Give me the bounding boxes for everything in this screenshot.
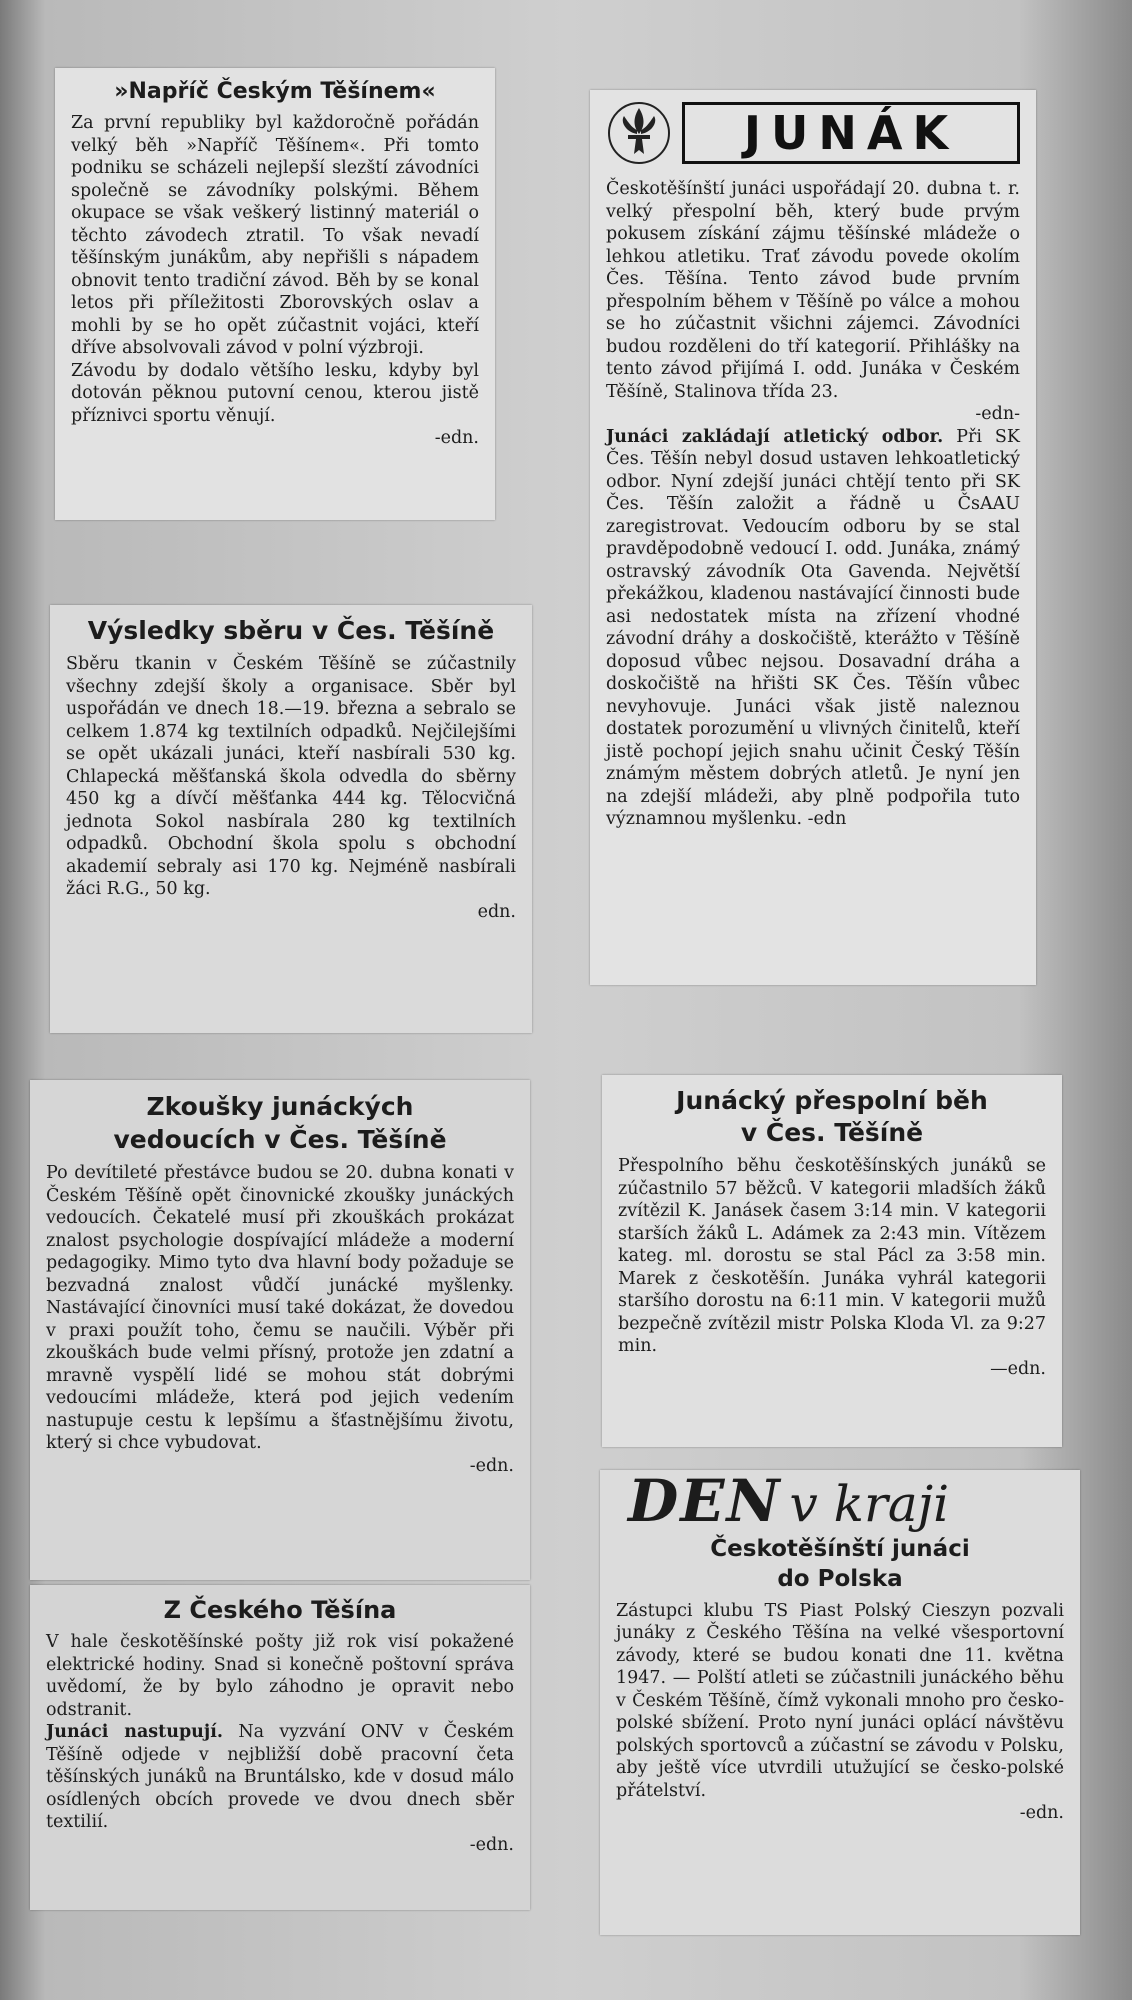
clipping-napric xyxy=(55,68,495,520)
clipping-signature: -edn- xyxy=(975,404,1020,424)
paragraph-lead: Junáci nastupují. xyxy=(46,1722,223,1742)
clipping-title xyxy=(618,1085,1046,1149)
clipping-paragraph: Po devítileté přestávce budou se 20. dubna konati v Českém Těšíně opět činovnické zkoušky junáckých vedoucích. Čekatelé musí při zkouškách prokázat znalost psychologie dospívající mládeže a moderní pedagogiky. Mimo tyto dva hlavní body požaduje se bezvadná znalost vůdčí junácké myšlenky. Nastávající činovníci musí také dokázat, že dovedou v praxi použít toho, čemu se naučili. Výběr při zkouškách bude velmi přísný, protože jen zdatní a mravně vyspělí lidé se mohou stát dobrými vedoucími mládeže, která pod jejich vedením nastupuje cestu k lepšímu a šťastnějšímu životu, který si chce vybudovat. xyxy=(46,1163,514,1453)
clipping-paragraph: Za první republiky byl každoročně pořádán velký běh »Napříč Těšínem«. Při tomto podniku se scházeli nejlepší slezští závodníci společně se závodníky polskými. Během okupace se však veškerý listinný materiál o těchto závodech ztratil. To však nevadí těšínským junákům, aby nepřišli s nápadem obnovit tento tradiční závod. Běh by se konal letos při příležitosti Zborovských oslav a mohli by se ho opět zúčastnit vojáci, kteří dříve absolvovali závod v polní výzbroji. xyxy=(71,113,479,358)
clipping-paragraph: V hale českotěšínské pošty již rok visí pokažené elektrické hodiny. Snad si konečně poštovní správa uvědomí, že by bylo záhodno je opravit nebo odstranit. xyxy=(46,1632,514,1720)
clipping-title: Výsledky sběru v Čes. Těšíně xyxy=(87,616,495,645)
paragraph-body: Při SK Čes. Těšín nebyl dosud ustaven lehkoatletický odbor. Nyní zdejší junáci chtějí tento při SK Čes. Těšín založit a řádně u ČsAAU zaregistrovat. Vedoucím odboru by se stal pravděpodobně vedoucí I. odd. Junáka, známý ostravský závodník Ota Gavenda. Největší překážkou, kladenou nastávající činnosti bude asi nedostatek místa na zřízení vhodné závodní dráhy a doskočiště, kterážto v Těšíně doposud vůbec nejsou. Dosavadní dráha a doskočiště na hřišti SK Čes. Těšín vůbec nevyhovuje. Junáci však jistě naleznou dostatek porozumění u vlivných činitelů, kteří jistě pochopí jejich snahu učinit Český Těšín známým městem dobrých atletů. Je nyní jen na zdejší mládeži, aby plně podpořila tuto významnou myšlenku. xyxy=(606,426,1020,829)
clipping-den-v-kraji xyxy=(600,1470,1080,1935)
clipping-vysledky xyxy=(50,605,532,1033)
title-line: vedoucích v Čes. Těšíně xyxy=(113,1125,447,1154)
title-line: Českotěšínští junáci xyxy=(710,1535,970,1562)
title-line: v Čes. Těšíně xyxy=(740,1118,924,1147)
clipping-paragraph xyxy=(46,1721,514,1834)
clipping-paragraph: Zástupci klubu TS Piast Polský Cieszyn pozvali junáky z Českého Těšína na velké všesportovní závody, které se budou konati dne 11. května 1947. — Polští atleti se zúčastnili junáckého běhu v Českém Těšíně, čímž vykonali mnoho pro česko-polské sbížení. Proto nyní junáci oplácí návštěvu polských sportovců a zúčastní se závodu v Polsku, aby ještě více utvrdili utužující se česko-polské přátelství. xyxy=(616,1600,1064,1801)
title-line: Zkoušky junáckých xyxy=(146,1092,414,1121)
clipping-paragraph xyxy=(606,426,1020,831)
clipping-title: »Napříč Českým Těšínem« xyxy=(114,79,436,104)
clipping-z-ceskeho-tesina xyxy=(30,1585,530,1910)
junak-banner xyxy=(606,100,1020,166)
logo-text: v kraji xyxy=(789,1475,950,1533)
clipping-title xyxy=(616,1534,1064,1594)
clipping-junak xyxy=(590,90,1036,985)
junak-title: JUNÁK xyxy=(682,102,1020,164)
den-v-kraji-logo xyxy=(628,1470,1064,1535)
paragraph-body: Na vyzvání ONV v Českém Těšíně odjede v nejbližší době pracovní četa těšínských junáků na Bruntálsko, kde v dosud málo osídlených obcích provede ve dvou dnech sběr textilií. xyxy=(46,1722,514,1832)
clipping-signature: edn. xyxy=(477,901,516,922)
clipping-paragraph: Přespolního běhu českotěšínských junáků se zúčastnilo 57 běžců. V kategorii mladších žáků zvítězil K. Janásek časem 3:14 min. V kategorii starších žáků L. Adámek za 2:43 min. Vítězem kateg. ml. dorostu se stal Pácl za 3:58 min. Marek z českotěšín. Junáka vyhrál kategorii staršího dorostu na 6:11 min. V kategorii mužů bezpečně zvítězil mistr Polska Kloda Vl. za 9:27 min. xyxy=(618,1156,1046,1356)
clipping-paragraph: Závodu by dodalo většího lesku, kdyby byl dotován pěknou putovní cenou, kterou jistě příznivci sportu věnují. xyxy=(71,360,479,426)
paragraph-lead: Junáci zakládají atletický odbor. xyxy=(606,426,944,447)
clipping-paragraph: Českotěšínští junáci uspořádají 20. dubna t. r. velký přespolní běh, který bude prvým pokusem získání zájmu těšínské mládeže o lehkou atletiku. Trať závodu povede okolím Čes. Těšína. Tento závod bude prvním přespolním během v Těšíně po válce a mohou se ho zúčastnit všichni zájemci. Závodníci budou rozděleni do tří kategorií. Přihlášky na tento závod přijímá I. odd. Junáka v Českém Těšíně, Stalinova třída 23. xyxy=(606,179,1020,402)
clipping-signature: -edn. xyxy=(1019,1803,1064,1823)
clipping-signature: -edn. xyxy=(469,1834,514,1855)
clipping-paragraph: Sběru tkanin v Českém Těšíně se zúčastnily všechny zdejší školy a organisace. Sběr byl uspořádán ve dnech 18.—19. března a sebralo se celkem 1.874 kg textilních odpadků. Nejčilejšími se opět ukázali junáci, kteří nasbírali 530 kg. Chlapecká měšťanská škola odvedla do sběrny 450 kg a dívčí měšťanka 444 kg. Tělocvičná jednota Sokol nasbírala 280 kg textilních odpadků. Obchodní škola spolu s obchodní akademií sebraly asi 170 kg. Nejméně nasbírali žáci R.G., 50 kg. xyxy=(66,654,516,899)
title-line: do Polska xyxy=(777,1565,903,1592)
clipping-signature: —edn. xyxy=(990,1358,1046,1379)
title-line: Junácký přespolní běh xyxy=(676,1086,988,1115)
clipping-signature: -edn xyxy=(807,809,847,829)
clipping-signature: -edn. xyxy=(469,1455,514,1476)
logo-text: DEN xyxy=(628,1470,782,1535)
clipping-signature: -edn. xyxy=(434,428,479,448)
clipping-prespolni-beh xyxy=(602,1075,1062,1447)
clipping-title xyxy=(46,1090,514,1156)
clipping-title: Z Českého Těšína xyxy=(163,1596,397,1624)
clipping-zkousky xyxy=(30,1080,530,1580)
fleur-de-lis-icon xyxy=(606,100,672,166)
